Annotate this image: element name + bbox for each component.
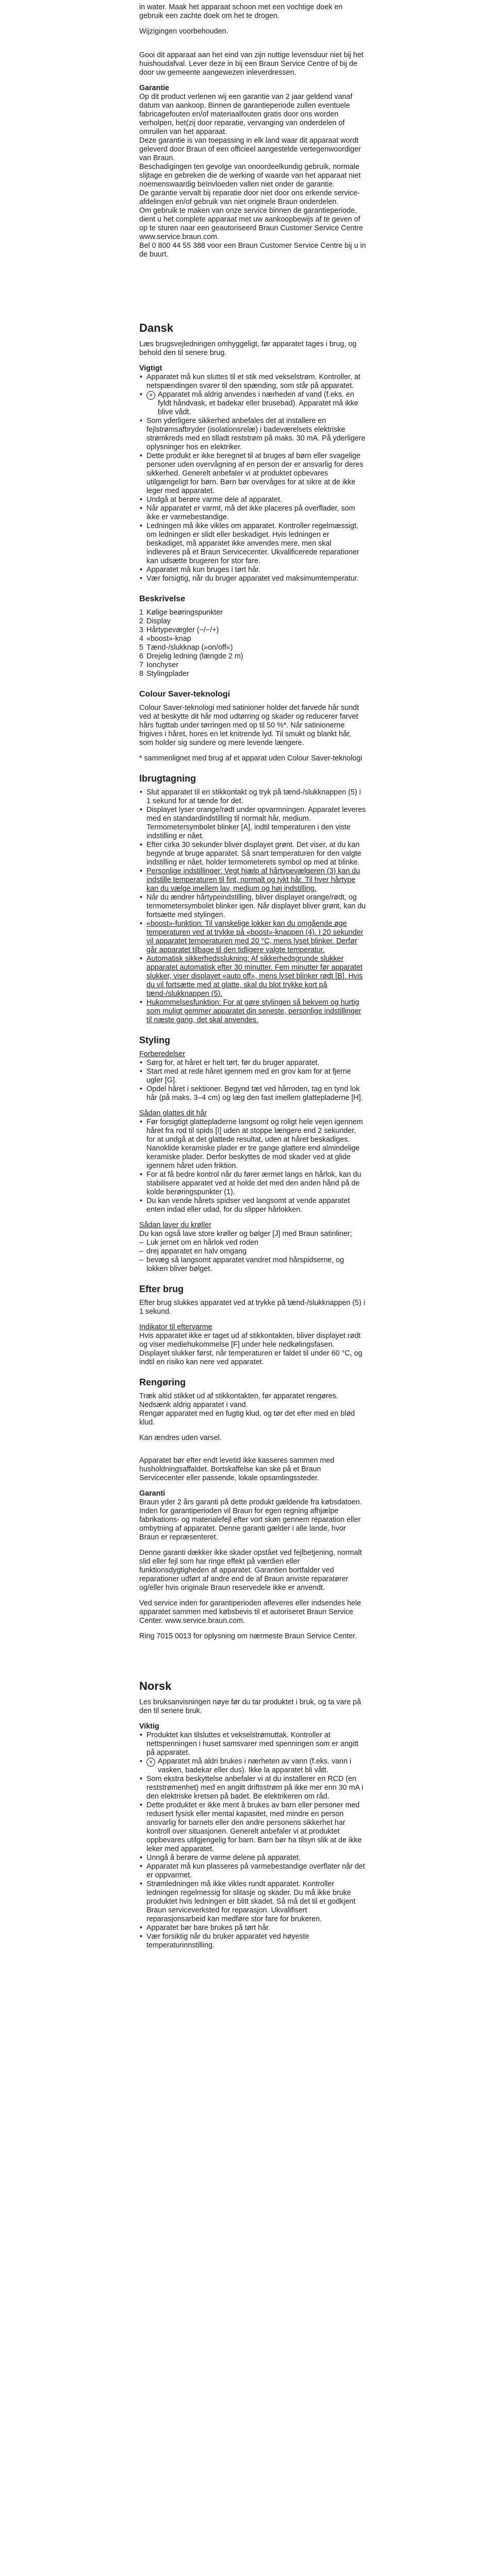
- section-heading: Beskrivelse: [139, 595, 185, 603]
- sub-heading: Sådan laver du krøller: [139, 1221, 211, 1229]
- list-item: 2 Display: [139, 617, 171, 625]
- list-item: 1 Kølige beøringspunkter: [139, 608, 223, 617]
- sub-heading: Forberedelser: [139, 1050, 185, 1058]
- list-item: • For at få bedre kontrol når du fører ærmet langs en hårlok, kan du stabilisere apparatet ved at holde det med den anden hånd på de kolde berøringspunkter (1).: [146, 1171, 366, 1197]
- list-item: • Slut apparatet til en stikkontakt og tryk på tænd-/slukknappen (5) i 1 sekund for at tænde for det.: [146, 788, 366, 806]
- numbered-list: [139, 608, 366, 679]
- list-item: • Dette produkt er ikke beregnet til at bruges af børn eller svagelige personer uden overvågning af en person der er ansvarlig for deres sikkerhed. Generelt anbefaler vi at produktet opbevares utilgængeligt for børn. Børn bør overvåges for at sikre at de ikke leger med apparatet.: [146, 452, 366, 496]
- list-item: • Vær forsigtig, når du bruger apparatet ved maksimumtemperatur.: [146, 574, 366, 583]
- list-item: • Når du ændrer hårtypeindstilling, bliver displayet orange/rødt, og termometersymbolet blinker igen. Når displayet bliver grønt, kan du fortsætte med stylingen.: [146, 893, 366, 920]
- list-item: – Luk jernet om en hårlok ved roden: [146, 1239, 366, 1247]
- paragraph: Denne garanti dækker ikke skader opstået ved fejlbetjening, normalt slid eller fejl som har ringe effekt på værdien eller funktionsdygtigheden af apparatet. Garantien bortfalder ved reparationer udført af andre end de af Braun anviste reparatører og/eller hvis originale Braun reservedele ikke er anvendt.: [139, 1549, 362, 1592]
- list-item: • Efter cirka 30 sekunder bliver displayet grønt. Det viser, at du kan begynde at bruge apparatet. Så snart temperaturen for den valgte indstilling er nået, holder termometerets symbol op med at blinke.: [146, 841, 366, 867]
- paragraph: De garantie vervalt bij reparatie door niet door ons erkende service-afdelingen en/of gebruik van niet originele Braun onderdelen.: [139, 189, 360, 206]
- bullet-list: [139, 1731, 366, 1950]
- section-heading: Rengøring: [139, 1377, 186, 1387]
- list-item: 6 Drejelig ledning (længde 2 m): [139, 652, 243, 660]
- paragraph: Apparatet bør efter endt levetid ikke kasseres sammen med husholdningsaffaldet. Bortskaffelse kan ske på et Braun Servicecenter eller passende, lokale opsamlingssteder.: [139, 1456, 335, 1482]
- section-heading: Efter brug: [139, 1284, 184, 1294]
- list-item: – bevæg så langsomt apparatet vandret mod hårspidserne, og lokken bliver bølget.: [146, 1256, 366, 1274]
- paragraph: Kan ændres uden varsel.: [139, 1434, 222, 1442]
- section-heading: Garantie: [139, 84, 170, 92]
- list-item: 4 «boost»-knap: [139, 635, 191, 643]
- paragraph: Beschadigingen ten gevolge van onoordeelkundig gebruik, normale slijtage en gebreken die de werking of waarde van het apparaat niet noemenswaardig beïnvloeden vallen niet onder de garantie.: [139, 163, 361, 189]
- recycling-block: [139, 51, 366, 77]
- paragraph: Op dit product verlenen wij een garantie van 2 jaar geldend vanaf datum van aankoop. Binnen de garantieperiode zullen eventuele fabricagefouten en/of materiaalfouten gratis door ons worden verholpen, het(zij door reparatie, vervanging van onderdelen of omruilen van het apparaat.: [139, 93, 353, 136]
- no-water-icon: • ✕: [146, 391, 155, 400]
- paragraph: Bel 0 800 44 55 388 voor een Braun Customer Service Centre bij u in de buurt.: [139, 242, 366, 259]
- section-heading: Colour Saver-teknologi: [139, 690, 231, 699]
- no-water-icon: • ✕: [146, 1758, 155, 1767]
- paragraph: Colour Saver-teknologi med satinioner holder det farvede hår sundt ved at beskytte dit hår mod udtørring og skader og reducerer farvet hårs fugttab under tørringen med op til 50 %*. Når satinionerne frigives i håret, hores en let knitrende lyd. Til smukt og blankt hår, som holder sig sundere og mere levende længere.: [139, 704, 359, 747]
- list-item: 3 Hårtypevægler (−/−/+): [139, 626, 219, 634]
- bullet-list: [139, 788, 366, 1025]
- list-item: • Som ekstra beskyttelse anbefaler vi at du installerer en RCD (en reststrømenhet) med en angitt driftsstrøm på ikke mer enn 30 mA i den elektriske kretsen på badet. Be elektrikeren om råd.: [146, 1775, 366, 1801]
- paragraph: in water. Maak het apparaat schoon met een vochtige doek en gebruik een zachte doek om het te drogen.: [139, 3, 343, 20]
- paragraph: Du kan også lave store krøller og bølger [J] med Braun satinliner;: [139, 1230, 352, 1238]
- section-heading: Vigtigt: [139, 364, 162, 372]
- list-item: • ✕ Apparatet må aldrig anvendes i nærheden af vand (f.eks. en fyldt håndvask, et badekar eller brusebad). Apparatet må ikke blive vådt.: [146, 391, 366, 417]
- list-item: • Start med at rede håret igennem med en grov kam for at fjerne ugler [G].: [146, 1067, 366, 1085]
- paragraph: Læs brugsvejledningen omhyggeligt, før apparatet tages i brug, og behold den til senere brug.: [139, 340, 357, 357]
- list-item: – drej apparatet en halv omgang: [146, 1247, 366, 1256]
- sub-heading: Sådan glattes dit hår: [139, 1109, 207, 1117]
- bullet-list: [139, 1059, 366, 1103]
- list-item: 7 Ionchyser: [139, 661, 178, 669]
- list-item: 8 Stylingplader: [139, 670, 189, 678]
- section-heading: Styling: [139, 1035, 171, 1045]
- list-item: • Apparatet må kun bruges i tørt hår.: [146, 566, 366, 574]
- list-item: • Du kan vende hårets spidser ved langsomt at vende apparatet enten indad eller udad, for du slipper hårlokken.: [146, 1197, 366, 1214]
- section-title-norsk: Norsk: [139, 1680, 172, 1692]
- paragraph: Gooi dit apparaat aan het eind van zijn nuttige levensduur niet bij het huishoudafval. Lever deze in bij een Braun Service Centre of bij de door uw gemeente aangewezen inleverdressen.: [139, 51, 364, 77]
- list-item: • Opdel håret i sektioner. Begynd tæt ved hårroden, tag en tynd lok hår (på maks. 3–4 cm) og læg den fast imellem glattepladerne [H].: [146, 1085, 366, 1103]
- section-heading: Viktig: [139, 1722, 159, 1731]
- list-item: • Strømledningen må ikke vikles rundt apparatet. Kontroller ledningen regelmessig for slitasje og skader. Du må ikke bruke produktet hvis ledningen er blitt skadet. Så må det til et godkjent Braun serviceverksted for reparasjon. Ukvalifisert reparasjonsarbeid kan medføre stor fare for brukeren.: [146, 1880, 366, 1924]
- sub-heading: Indikator til eftervarme: [139, 1323, 212, 1331]
- list-item: • Automatisk sikkerhedsslukning: Af sikkerhedsgrunde slukker apparatet automatisk efter 30 minutter. Fem minutter før apparatet slukker, viser displayet «auto off», mens lyset blinker rødt [B]. Hvis du vil fortsætte med at glatte, skal du blot trykke kort på tænd-/slukknappen (5).: [146, 955, 366, 998]
- paragraph: Wijzigingen voorbehouden.: [139, 27, 228, 36]
- paragraph: Les bruksanvisningen nøye før du tar produktet i bruk, og ta vare på den til senere bruk.: [139, 1698, 361, 1715]
- bullet-list: [139, 373, 366, 583]
- list-item: • Unngå å berøre de varme delene på apparatet.: [146, 1854, 366, 1862]
- paragraph: * sammenlignet med brug af et apparat uden Colour Saver-teknologi: [139, 754, 363, 762]
- paragraph: Hvis apparatet ikke er taget ud af stikkontakten, bliver displayet rødt og viser mediehukommelse [F] under hele nedkølingsfasen. Displayet slukker først, når temperaturen er faldet til under 60 °C, og indtil en risiko kan nere ved apparatet.: [139, 1332, 363, 1366]
- dash-list: [139, 1239, 366, 1274]
- list-item: • Sørg for, at håret er helt tørt, før du bruger apparatet.: [146, 1059, 366, 1067]
- list-item: • Apparatet må kun plasseres på varmebestandige overflater når det er oppvarmet.: [146, 1862, 366, 1880]
- list-item: 5 Tænd-/slukknap (»on/off«): [139, 643, 233, 652]
- list-item: • Når apparatet er varmt, må det ikke placeres på overflader, som ikke er varmebestandige.: [146, 504, 366, 522]
- list-item: • Apparatet bør bare brukes på tørt hår.: [146, 1924, 366, 1933]
- paragraph: Braun yder 2 års garanti på dette produkt gældende fra købsdatoen. Inden for garantiperioden vil Braun for egen regning afhjælpe fabrikations- og materialefejl efter vort skøn gennem reparation eller ombytning af apparatet. Denne garanti gælder i alle lande, hvor Braun er repræsenteret.: [139, 1498, 362, 1541]
- paragraph: Efter brug slukkes apparatet ved at trykke på tænd-/slukknappen (5) i 1 sekund.: [139, 1299, 365, 1316]
- list-item: • Personlige indstillinger: Vegt hjælp af hårtypevælgeren (3) kan du indstille temperaturen til fint, normalt og tykt hår. Til hver hårtype kan du vælge imellem lav, medium og høj indstilling.: [146, 867, 366, 893]
- page-body: [139, 3, 366, 1957]
- bullet-list: [139, 1118, 366, 1214]
- list-item: • Hukommelsesfunktion: For at gøre stylingen så bekvem og hurtig som muligt gemmer apparatet din seneste, personlige indstillinger til næste gang, det skal anvendes.: [146, 998, 366, 1025]
- section-title-dansk: Dansk: [139, 321, 174, 334]
- list-item: • Ledningen må ikke vikles om apparatet. Kontroller regelmæssigt, om ledningen er slidt eller beskadiget. Hvis ledningen er beskadiget, må apparatet ikke anvendes mere, men skal indleveres på et Braun Servicecenter. Ukvalificerede reparationer kan udsætte brugeren for stor fare.: [146, 522, 366, 566]
- list-item: • Dette produktet er ikke ment å brukes av barn eller personer med redusert fysisk eller mental kapasitet, med mindre en person ansvarlig for barnets eller den andre personens sikkerhet har kontroll over situasjonen. Generelt anbefaler vi at produktet oppbevares utilgjengelig for barn. Barn bør ha tilsyn slik at de ikke leker med apparatet.: [146, 1801, 366, 1854]
- list-item: • «boost»-funktion: Til vanskelige lokker kan du omgående øge temperaturen ved at trykke på «boost»-knappen (4). I 20 sekunder vil apparatet temperaturen med 20 °C, mens lyset blinker. Derfør går apparatet tilbage til den tidligere valgte temperatur.: [146, 920, 366, 955]
- list-item: • Produktet kan tilsluttes et vekselstrømuttak. Kontroller at nettspenningen i huset samsvarer med spenningen som er angitt på apparatet.: [146, 1731, 366, 1757]
- list-item: • Vær forsiktig når du bruker apparatet ved høyeste temperaturinnstilling.: [146, 1933, 366, 1950]
- paragraph: Deze garantie is van toepassing in elk land waar dit apparaat wordt geleverd door Braun of een officieel aangestelde vertegenwoordiger van Braun.: [139, 137, 361, 162]
- paragraph: Om gebruik te maken van onze service binnen de garantieperiode, dient u het complete apparaat met uw aankoopbewijs af te geven of op te sturen naar een geautoriseerd Braun Customer Service Centre www.service.braun.com.: [139, 207, 363, 241]
- paragraph: Ring 7015 0013 for oplysning om nærmeste Braun Service Center.: [139, 1632, 357, 1640]
- paragraph: Træk altid stikket ud af stikkontakten, før apparatet rengøres. Nedsænk aldrig apparatet i vand.: [139, 1392, 338, 1409]
- paragraph: Rengør apparatet med en fugtig klud, og tør det efter med en blød klud.: [139, 1410, 355, 1427]
- paragraph: Ved service inden for garantiperioden afleveres eller indsendes hele apparatet sammen med købsbevis til et autoriseret Braun Service Center. www.service.braun.com.: [139, 1599, 361, 1625]
- list-item: • Apparatet må kun sluttes til et stik med vekselstrøm. Kontroller, at netspændingen svarer til den spænding, som står på apparatet.: [146, 373, 366, 391]
- list-item: • ✕ Apparatet må aldri brukes i nærheten av vann (f.eks. vann i vasken, badekar eller dus). Ikke la apparatet bli vått.: [146, 1757, 366, 1775]
- section-heading: Ibrugtagning: [139, 773, 196, 784]
- list-item: • Displayet lyser orange/rødt under opvarmningen. Apparatet leveres med en standardindstilling til normalt hår, medium. Termometersymbolet blinker [A], indtil temperaturen i den viste indstilling er nået.: [146, 806, 366, 841]
- list-item: • Som yderligere sikkerhed anbefales det at installere en fejlstrømsafbryder (isolationsrelæ) i badeværelsets elektriske strømkreds med en tilladt reststrøm på maks. 30 mA. På yderligere oplysninger hos en elektriker.: [146, 417, 366, 452]
- list-item: • Undgå at berøre varme dele af apparatet.: [146, 496, 366, 504]
- section-heading: Garanti: [139, 1489, 166, 1498]
- list-item: • Før forsigtigt glattepladerne langsomt og roligt hele vejen igennem håret fra rod til spids [I] uden at stoppe længere end 2 sekunder, for at undgå at det glattede resultat, uden at håret beskadiges. Nanoklide keramiske plader er tre gange glattere end almindelige keramiske plader. Derfor beskyttes de mod skader ved at glide igennem håret uden friktion.: [146, 1118, 366, 1171]
